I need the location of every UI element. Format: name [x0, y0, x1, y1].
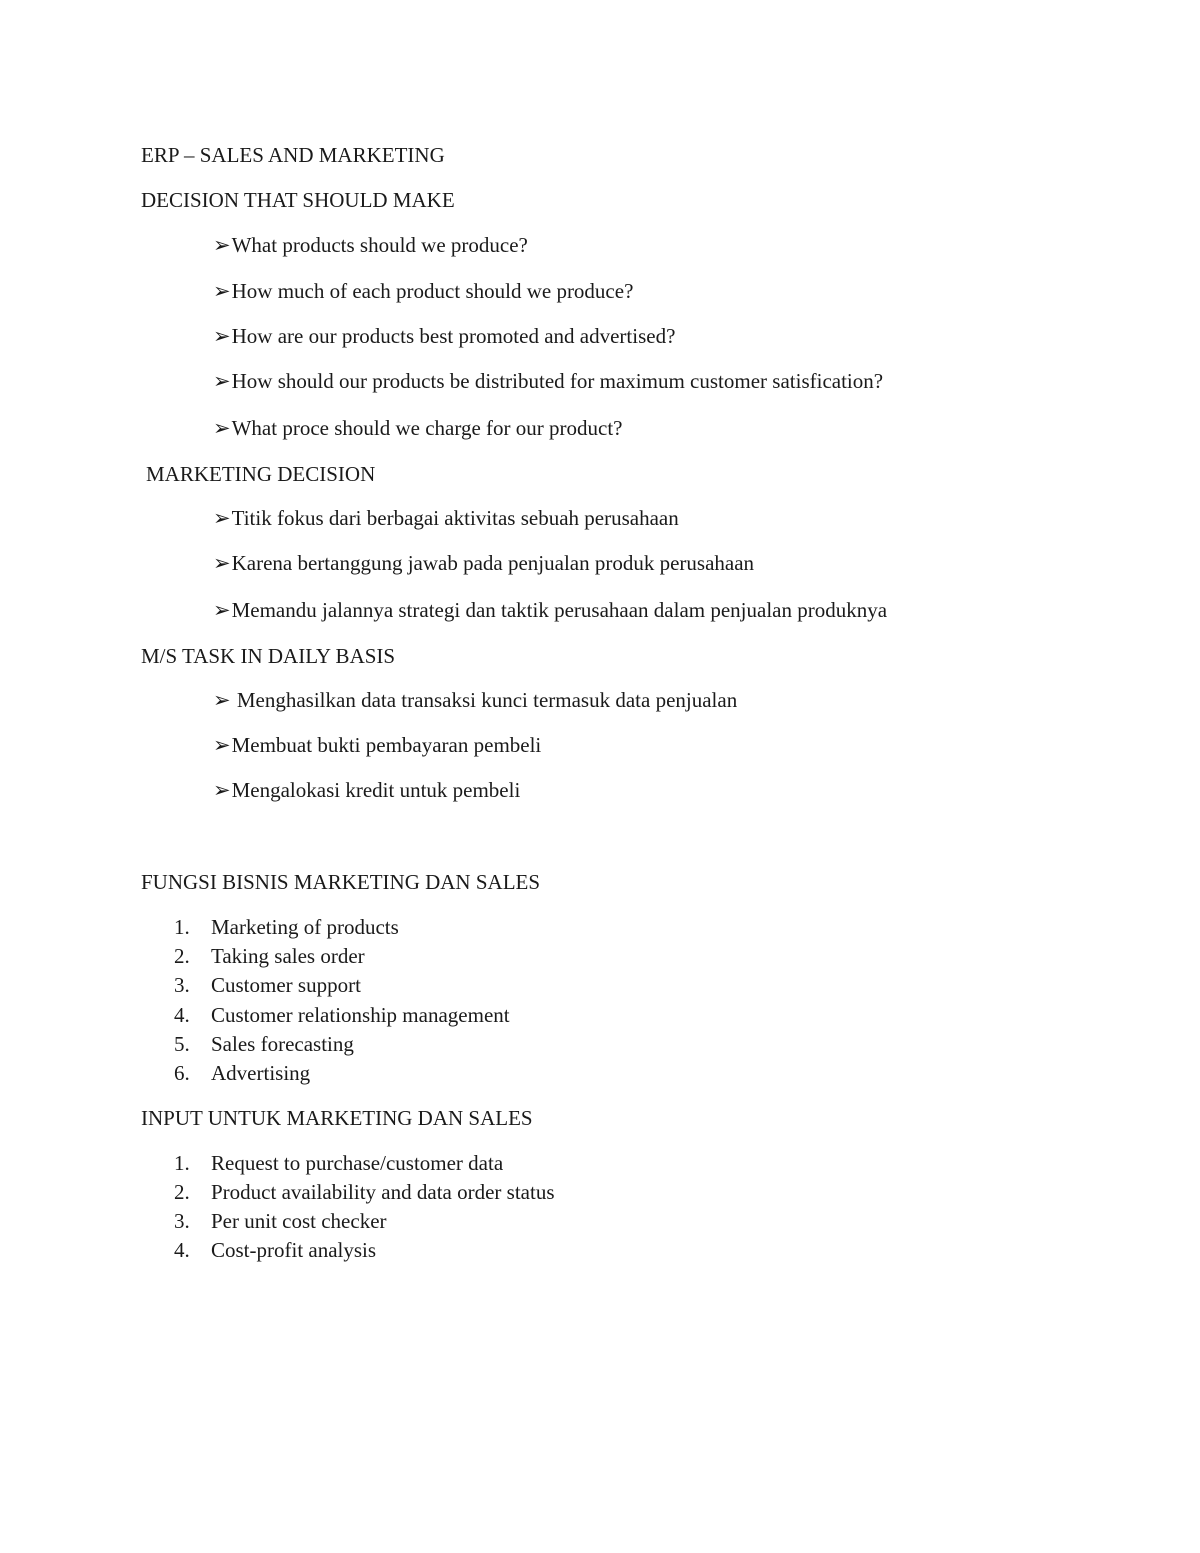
bullet-item [213, 233, 528, 257]
list-item-text: Taking sales order [211, 944, 365, 968]
list-item-text: Per unit cost checker [211, 1209, 387, 1233]
list-item-text: Customer relationship management [211, 1003, 510, 1027]
list-number: 2. [174, 1180, 190, 1204]
list-number: 4. [174, 1238, 190, 1262]
list-item [174, 915, 399, 939]
arrow-bullet-icon: ➢ [213, 733, 231, 757]
list-number: 3. [174, 973, 190, 997]
bullet-item-text: How are our products best promoted and advertised? [231, 324, 676, 348]
arrow-bullet-icon: ➢ [213, 416, 231, 440]
bullet-item-text: How should our products be distributed for maximum customer satisfication? [231, 369, 884, 393]
section-heading-fungsi: FUNGSI BISNIS MARKETING DAN SALES [141, 870, 541, 894]
list-item [174, 1061, 310, 1085]
bullet-item-text: What products should we produce? [231, 233, 528, 257]
bullet-item [213, 551, 754, 575]
arrow-bullet-icon: ➢ [213, 324, 231, 348]
bullet-item-text: Titik fokus dari berbagai aktivitas sebuah perusahaan [231, 506, 679, 530]
bullet-item [213, 416, 623, 440]
bullet-item-text: Menghasilkan data transaksi kunci termasuk data penjualan [231, 688, 738, 712]
bullet-item [213, 369, 883, 393]
list-item-text: Customer support [211, 973, 361, 997]
list-number: 5. [174, 1032, 190, 1056]
bullet-item [213, 733, 541, 757]
bullet-item [213, 324, 675, 348]
bullet-item [213, 279, 633, 303]
arrow-bullet-icon: ➢ [213, 778, 231, 802]
list-number: 1. [174, 915, 190, 939]
list-number: 1. [174, 1151, 190, 1175]
list-item [174, 944, 365, 968]
bullet-item-text: Memandu jalannya strategi dan taktik perusahaan dalam penjualan produknya [231, 598, 888, 622]
bullet-item [213, 506, 679, 530]
list-item-text: Request to purchase/customer data [211, 1151, 504, 1175]
section-heading-input: INPUT UNTUK MARKETING DAN SALES [141, 1106, 533, 1130]
list-item [174, 1032, 354, 1056]
arrow-bullet-icon: ➢ [213, 369, 231, 393]
list-number: 4. [174, 1003, 190, 1027]
bullet-item-text: What proce should we charge for our product? [231, 416, 623, 440]
list-item-text: Cost-profit analysis [211, 1238, 377, 1262]
list-item-text: Product availability and data order status [211, 1180, 555, 1204]
list-item [174, 1209, 387, 1233]
bullet-item-text: Membuat bukti pembayaran pembeli [231, 733, 542, 757]
section-heading-marketing-decision: MARKETING DECISION [146, 462, 376, 486]
bullet-item [213, 598, 887, 622]
arrow-bullet-icon: ➢ [213, 233, 231, 257]
arrow-bullet-icon: ➢ [213, 506, 231, 530]
list-item [174, 1003, 510, 1027]
list-number: 2. [174, 944, 190, 968]
list-item [174, 1151, 503, 1175]
bullet-item-text: Karena bertanggung jawab pada penjualan produk perusahaan [231, 551, 755, 575]
section-heading-decision: DECISION THAT SHOULD MAKE [141, 188, 455, 212]
bullet-item-text: How much of each product should we produce? [231, 279, 634, 303]
list-item [174, 1238, 376, 1262]
arrow-bullet-icon: ➢ [213, 551, 231, 575]
bullet-item [213, 778, 520, 802]
arrow-bullet-icon: ➢ [213, 598, 231, 622]
document-title: ERP – SALES AND MARKETING [141, 143, 445, 167]
list-item-text: Advertising [211, 1061, 311, 1085]
section-heading-ms-task: M/S TASK IN DAILY BASIS [141, 644, 396, 668]
bullet-item [213, 688, 737, 712]
arrow-bullet-icon: ➢ [213, 688, 231, 712]
list-item-text: Sales forecasting [211, 1032, 354, 1056]
list-item [174, 1180, 555, 1204]
list-item-text: Marketing of products [211, 915, 399, 939]
arrow-bullet-icon: ➢ [213, 279, 231, 303]
list-number: 3. [174, 1209, 190, 1233]
bullet-item-text: Mengalokasi kredit untuk pembeli [231, 778, 521, 802]
list-item [174, 973, 361, 997]
list-number: 6. [174, 1061, 190, 1085]
